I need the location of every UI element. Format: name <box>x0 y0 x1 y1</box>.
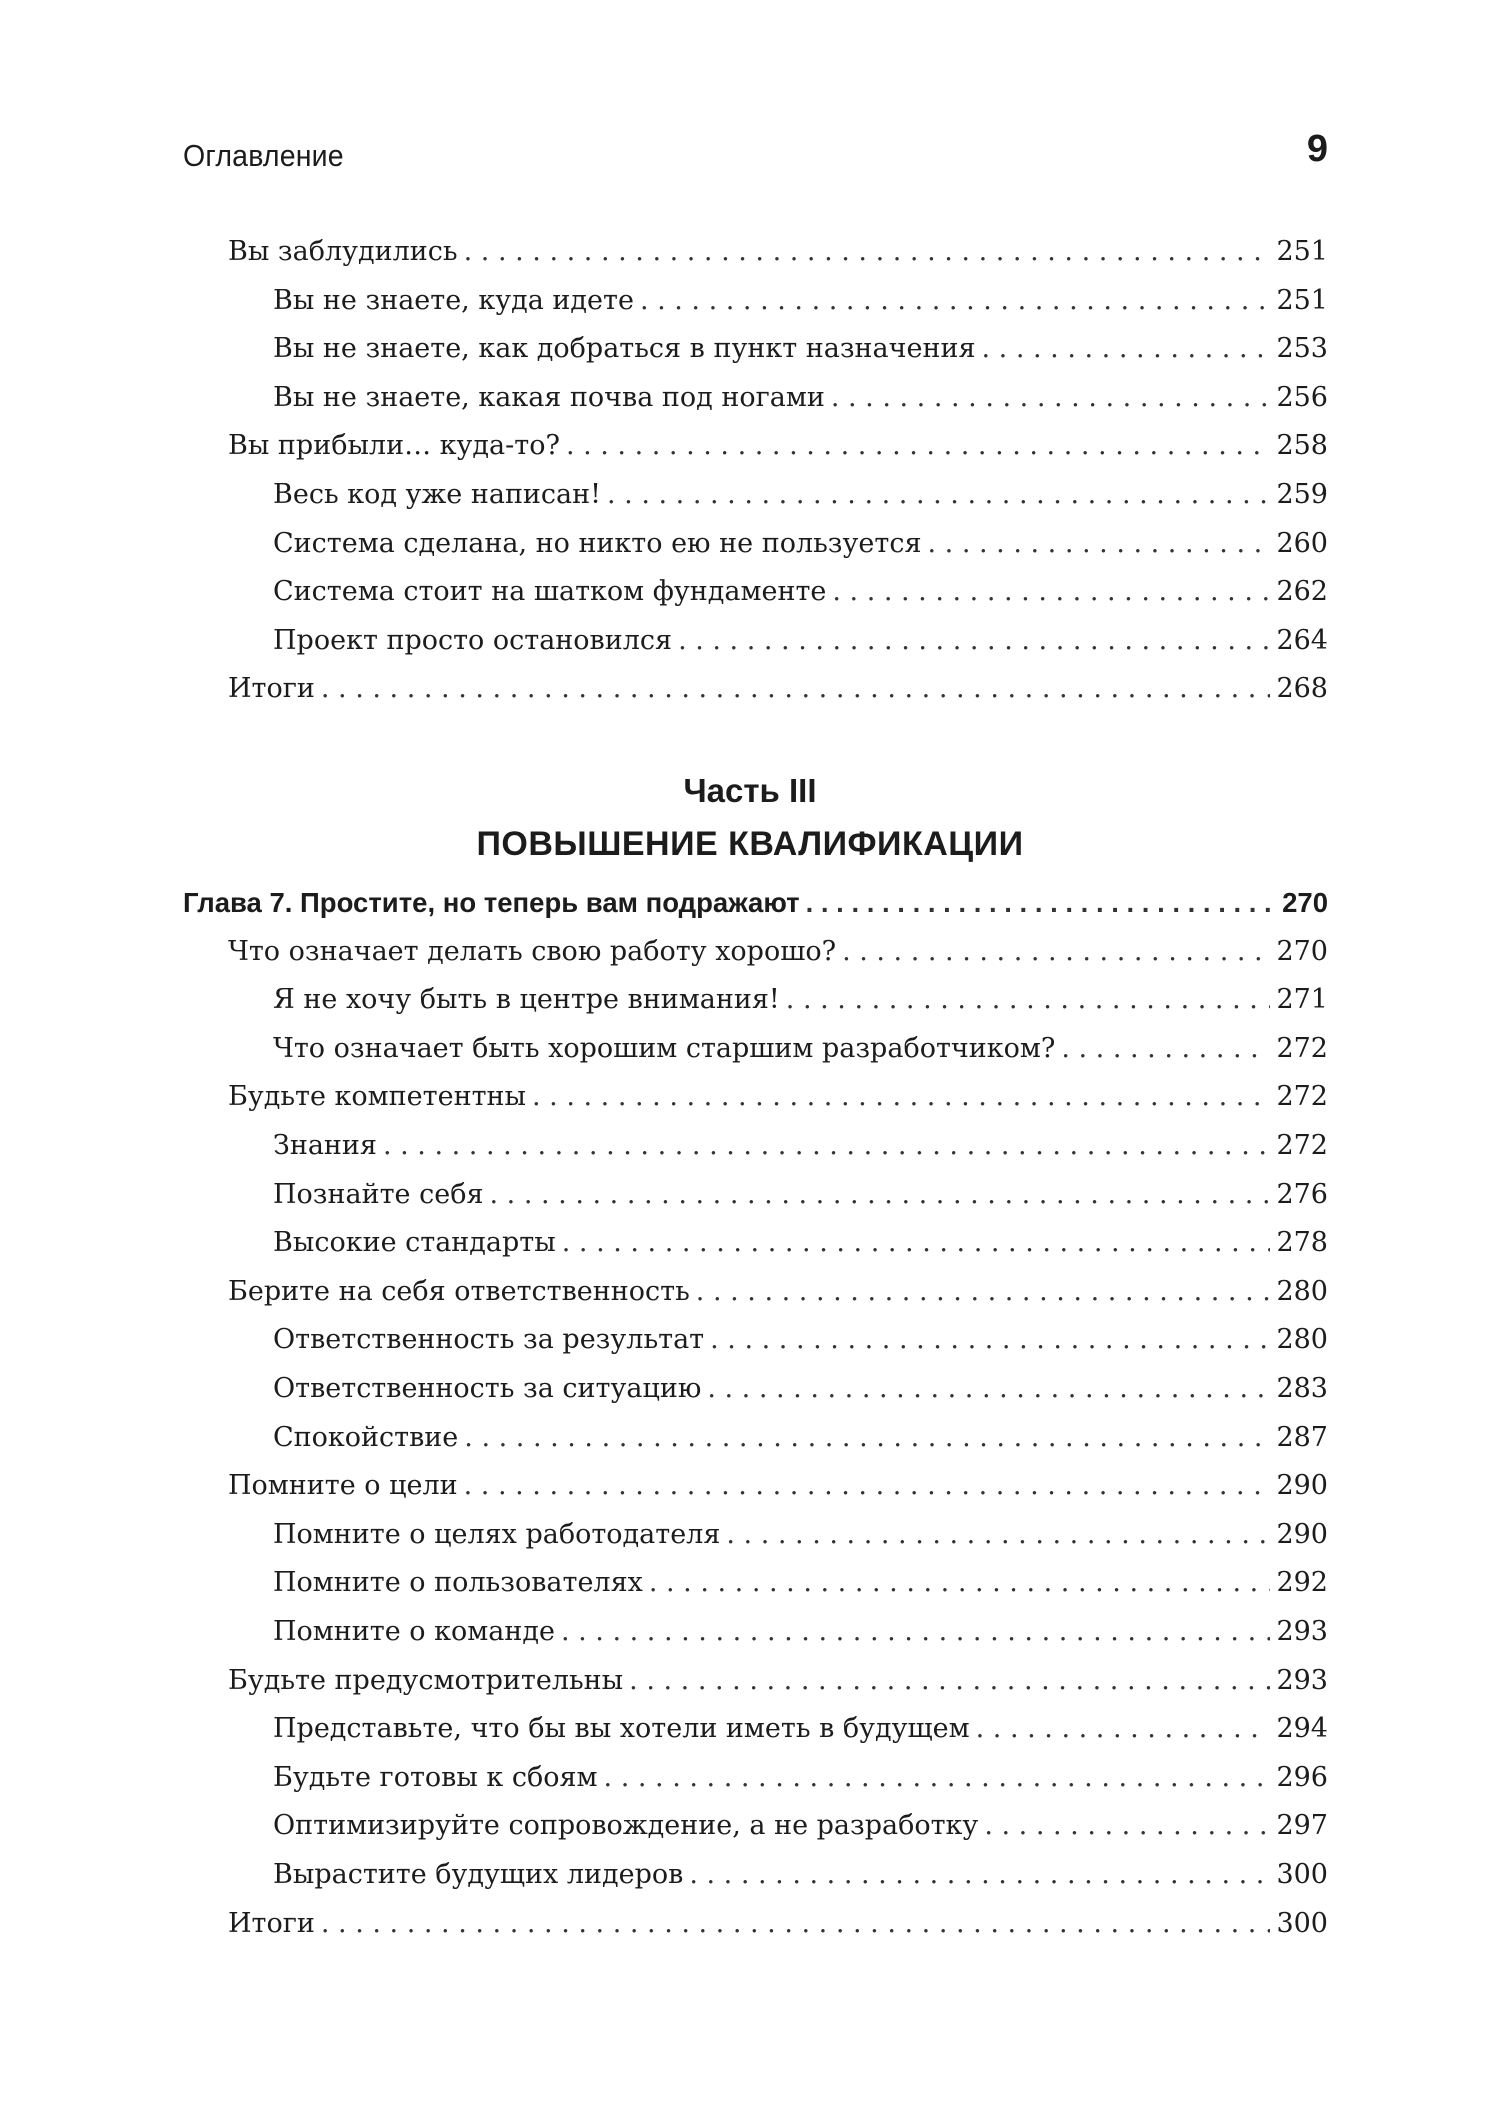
toc-entry-title: Помните о команде <box>273 1616 555 1647</box>
toc-entry-title: Система сделана, но никто ею не пользуется <box>273 527 922 559</box>
toc-entry-title: Глава 7. Простите, но теперь вам подражают <box>183 887 800 918</box>
toc-entry[interactable] <box>273 1859 1328 1907</box>
toc-entry[interactable] <box>228 1470 1328 1518</box>
toc-entry-title: Оптимизируйте сопровождение, а не разработку <box>273 1810 979 1842</box>
toc-entry[interactable] <box>228 236 1328 284</box>
dot-leader <box>319 1908 1271 1939</box>
dot-leader <box>830 576 1270 607</box>
toc-entry-title: Проект просто остановился <box>273 624 673 656</box>
toc-entry[interactable] <box>273 1713 1328 1761</box>
toc-entry-page: 268 <box>1276 673 1328 705</box>
dot-leader <box>974 1713 1271 1744</box>
toc-entry-title: Будьте компетентны <box>228 1081 526 1113</box>
toc-entry-title: Итоги <box>228 1907 315 1939</box>
dot-leader <box>829 382 1271 413</box>
dot-leader <box>724 1519 1270 1550</box>
toc-entry[interactable] <box>273 576 1328 624</box>
toc-entry-title: Берите на себя ответственность <box>228 1275 690 1307</box>
dot-leader <box>319 673 1271 704</box>
toc-entry-title: Я не хочу быть в центре внимания! <box>273 984 780 1016</box>
toc-entry-title: Вырастите будущих лидеров <box>273 1859 684 1890</box>
dot-leader <box>560 1227 1271 1258</box>
toc-entry-title: Знания <box>273 1130 377 1161</box>
toc-entry-page: 296 <box>1276 1761 1328 1793</box>
toc-entry[interactable] <box>273 1616 1328 1664</box>
toc-entry[interactable] <box>273 285 1328 333</box>
dot-leader <box>784 984 1271 1015</box>
toc-entry-title: Весь код уже написан! <box>273 479 601 510</box>
toc-entry[interactable] <box>273 1373 1328 1421</box>
toc-entry-page: 271 <box>1276 984 1328 1016</box>
toc-entry-page: 276 <box>1276 1178 1328 1210</box>
toc-entry-page: 251 <box>1276 284 1328 316</box>
toc-entry[interactable] <box>273 1227 1328 1275</box>
toc-entry[interactable] <box>273 382 1328 430</box>
running-head-title: Оглавление <box>183 138 344 173</box>
toc-entry-page: 300 <box>1276 1859 1328 1890</box>
toc-entry-page: 262 <box>1276 576 1328 608</box>
toc-entry-page: 272 <box>1276 1032 1328 1064</box>
dot-leader <box>926 528 1271 559</box>
toc-entry[interactable] <box>228 1276 1328 1324</box>
toc-entry-page: 272 <box>1276 1130 1328 1161</box>
toc-entry-page: 251 <box>1276 236 1328 267</box>
dot-leader <box>840 936 1270 967</box>
dot-leader <box>564 430 1271 461</box>
toc-entry[interactable] <box>273 528 1328 576</box>
toc-entry-title: Помните о цели <box>228 1470 458 1502</box>
toc-entry-page: 278 <box>1276 1227 1328 1259</box>
toc-entry-page: 287 <box>1276 1421 1328 1453</box>
toc-entry-title: Система стоит на шатком фундаменте <box>273 576 827 608</box>
toc-entry-title: Вы не знаете, куда идете <box>273 284 634 316</box>
toc-entry-page: 290 <box>1276 1470 1328 1502</box>
toc-entry-page: 260 <box>1276 527 1328 559</box>
toc-entry[interactable] <box>228 430 1328 478</box>
toc-entry[interactable] <box>228 1665 1328 1713</box>
dot-leader <box>462 1422 1270 1453</box>
toc-entry-title: Что означает делать свою работу хорошо? <box>228 935 837 967</box>
dot-leader <box>627 1665 1270 1696</box>
toc-entry[interactable] <box>273 625 1328 673</box>
toc-entry[interactable] <box>273 1130 1328 1178</box>
toc-entry-title: Познайте себя <box>273 1178 484 1210</box>
toc-entry[interactable] <box>273 1179 1328 1227</box>
toc-entry-page: 283 <box>1276 1373 1328 1404</box>
toc-entry-title: Ответственность за результат <box>273 1324 705 1356</box>
toc-entry-title: Итоги <box>228 673 315 705</box>
dot-leader <box>705 1373 1270 1404</box>
toc-entry-page: 272 <box>1276 1081 1328 1113</box>
toc-entry-page: 293 <box>1276 1664 1328 1696</box>
toc-entry-page: 300 <box>1276 1907 1328 1939</box>
dot-leader <box>694 1276 1271 1307</box>
dot-leader <box>1059 1033 1270 1064</box>
dot-leader <box>602 1762 1271 1793</box>
part-number: Часть III <box>683 772 817 809</box>
toc-entry-page: 292 <box>1276 1567 1328 1599</box>
dot-leader <box>982 1810 1270 1841</box>
toc-entry[interactable] <box>273 1762 1328 1810</box>
toc-entry-page: 280 <box>1276 1275 1328 1307</box>
dot-leader <box>804 887 1272 919</box>
toc-entry[interactable] <box>228 1908 1328 1956</box>
toc-entry-page: 280 <box>1276 1324 1328 1356</box>
toc-entry[interactable] <box>273 1519 1328 1567</box>
toc-entry[interactable] <box>273 479 1328 527</box>
toc-entry-title: Будьте предусмотрительны <box>228 1664 624 1696</box>
toc-entry-title: Ответственность за ситуацию <box>273 1373 702 1404</box>
dot-leader <box>381 1130 1271 1161</box>
dot-leader <box>708 1324 1270 1355</box>
toc-entry-title: Спокойствие <box>273 1421 459 1453</box>
toc-entry[interactable] <box>273 1567 1328 1615</box>
dot-leader <box>647 1567 1271 1598</box>
dot-leader <box>462 236 1271 267</box>
dot-leader <box>462 1470 1271 1501</box>
toc-entry[interactable] <box>273 984 1328 1032</box>
part-title: ПОВЫШЕНИЕ КВАЛИФИКАЦИИ <box>476 825 1024 863</box>
toc-entry-title: Будьте готовы к сбоям <box>273 1761 598 1793</box>
toc-entry-page: 256 <box>1276 381 1328 413</box>
toc-chapter-entry[interactable] <box>183 887 1328 935</box>
toc-entry[interactable] <box>228 936 1328 984</box>
toc-entry-page: 294 <box>1276 1713 1328 1745</box>
dot-leader <box>605 479 1270 510</box>
dot-leader <box>638 285 1271 316</box>
dot-leader <box>676 625 1270 656</box>
toc-entry-title: Вы не знаете, какая почва под ногами <box>273 381 825 413</box>
dot-leader <box>488 1179 1271 1210</box>
dot-leader <box>530 1081 1270 1112</box>
toc-entry-page: 297 <box>1276 1810 1328 1842</box>
dot-leader <box>559 1616 1270 1647</box>
toc-entry-page: 293 <box>1276 1616 1328 1647</box>
toc-entry-page: 253 <box>1276 333 1328 365</box>
toc-entry-title: Помните о целях работодателя <box>273 1518 721 1550</box>
toc-entry-title: Что означает быть хорошим старшим разработчиком? <box>273 1032 1056 1064</box>
page-number: 9 <box>1306 128 1328 170</box>
toc-entry[interactable] <box>273 1324 1328 1372</box>
dot-leader <box>980 333 1271 364</box>
toc-entry-title: Вы не знаете, как добраться в пункт назначения <box>273 333 976 365</box>
toc-entry[interactable] <box>273 1033 1328 1081</box>
toc-entry[interactable] <box>228 1081 1328 1129</box>
toc-entry-title: Вы прибыли… куда-то? <box>228 430 560 462</box>
running-head <box>183 128 1328 178</box>
toc-entry-page: 290 <box>1276 1518 1328 1550</box>
toc-entry-title: Представьте, что бы вы хотели иметь в будущем <box>273 1713 970 1745</box>
toc-entry-page: 270 <box>1282 887 1328 918</box>
toc-entry[interactable] <box>273 333 1328 381</box>
toc-entry[interactable] <box>228 673 1328 721</box>
toc-entry-page: 264 <box>1276 624 1328 656</box>
toc-entry-title: Высокие стандарты <box>273 1227 556 1259</box>
toc-entry-page: 259 <box>1276 479 1328 510</box>
toc-entry-page: 258 <box>1276 430 1328 462</box>
dot-leader <box>687 1859 1270 1890</box>
toc-entry-title: Помните о пользователях <box>273 1567 643 1599</box>
toc-entry-page: 270 <box>1276 935 1328 967</box>
toc-entry[interactable] <box>273 1422 1328 1470</box>
toc-entry-title: Вы заблудились <box>228 236 458 267</box>
toc-entry[interactable] <box>273 1810 1328 1858</box>
